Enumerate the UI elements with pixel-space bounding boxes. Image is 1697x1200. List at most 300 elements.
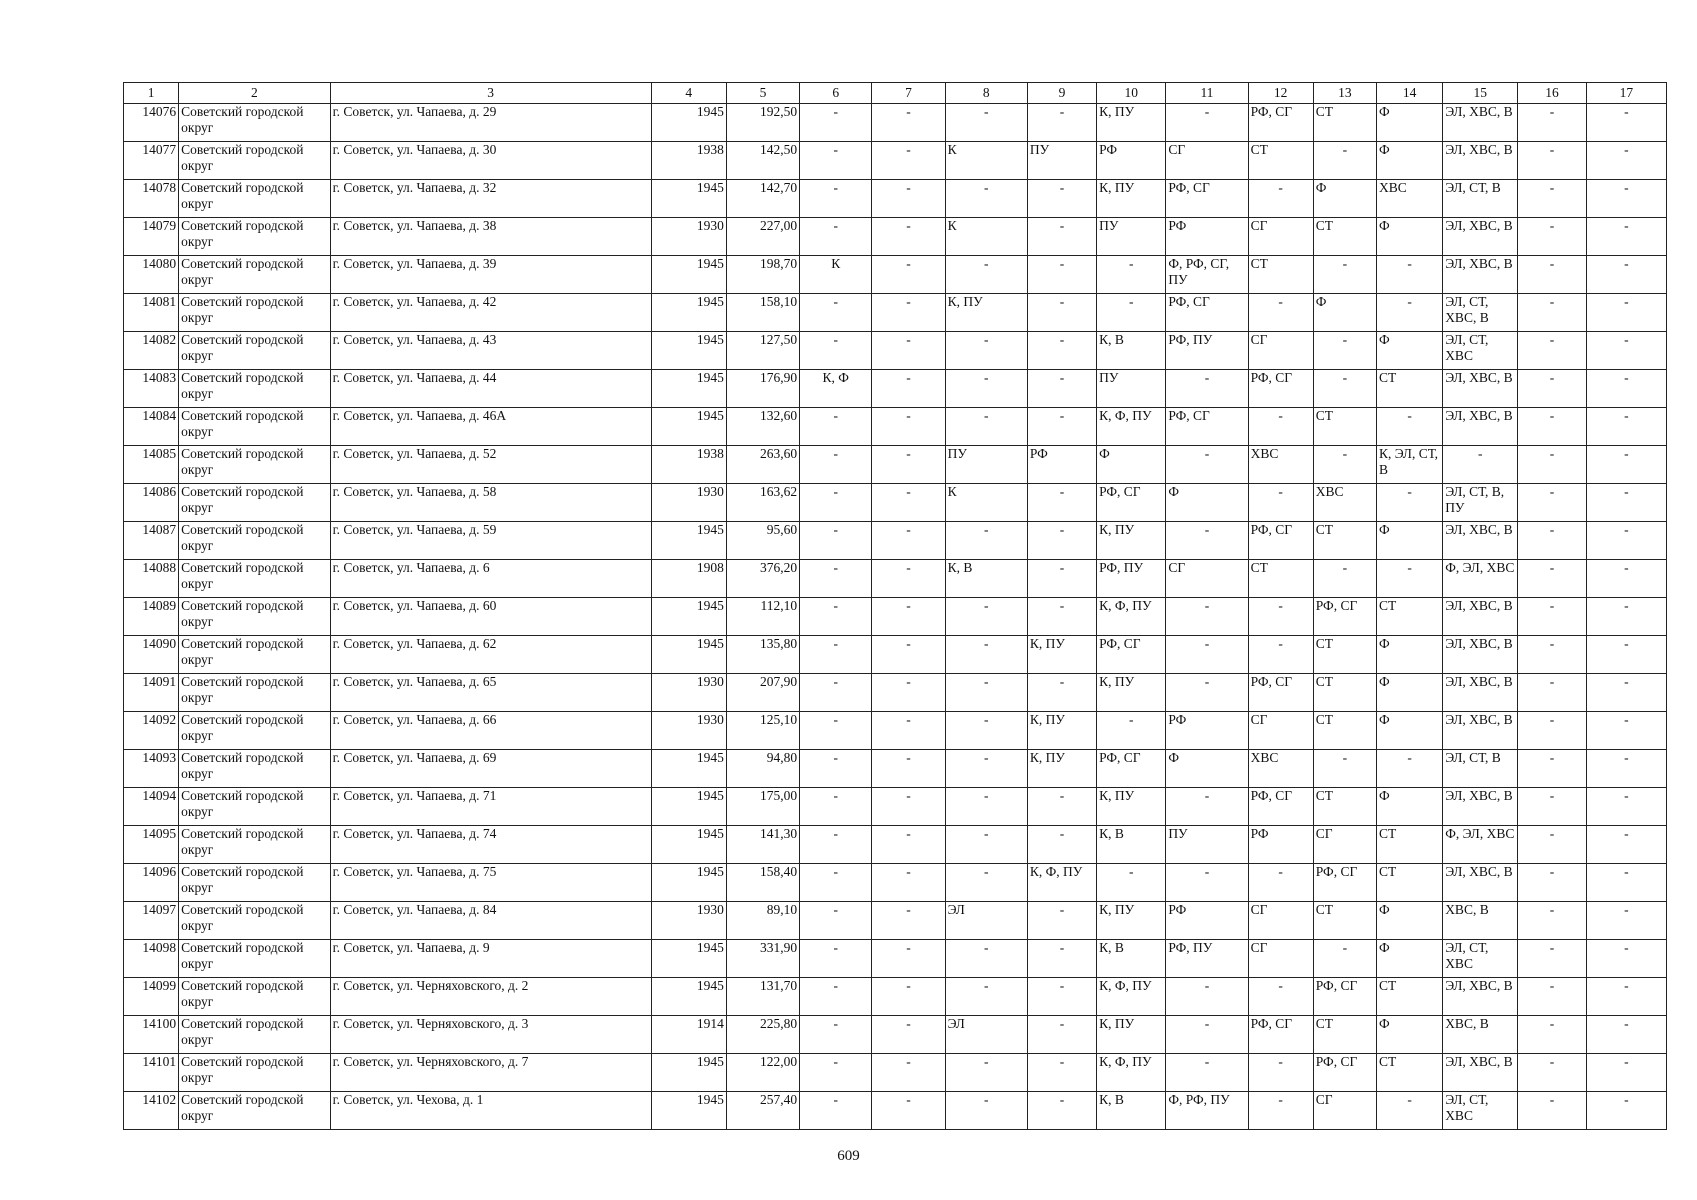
table-cell: ЭЛ, СТ, В — [1443, 750, 1518, 788]
table-cell: - — [1027, 598, 1096, 636]
table-cell: - — [1166, 978, 1248, 1016]
table-cell: - — [800, 940, 872, 978]
table-row — [124, 218, 1667, 256]
table-cell: 263,60 — [726, 446, 799, 484]
table-row — [124, 902, 1667, 940]
column-header: 8 — [945, 83, 1027, 104]
table-cell: - — [1518, 142, 1586, 180]
table-cell: 89,10 — [726, 902, 799, 940]
table-cell: - — [800, 636, 872, 674]
table-cell: - — [872, 484, 945, 522]
table-cell: РФ, ПУ — [1166, 332, 1248, 370]
table-row — [124, 712, 1667, 750]
table-cell: - — [872, 522, 945, 560]
table-cell: - — [945, 332, 1027, 370]
column-header: 10 — [1097, 83, 1166, 104]
table-cell: - — [1313, 332, 1376, 370]
table-cell: - — [872, 750, 945, 788]
table-cell: СТ — [1313, 788, 1376, 826]
table-cell: - — [1518, 332, 1586, 370]
table-cell: - — [872, 1092, 945, 1130]
table-cell: К, Ф — [800, 370, 872, 408]
table-cell: К — [800, 256, 872, 294]
table-cell: - — [1376, 560, 1442, 598]
table-cell: РФ, СГ — [1248, 522, 1313, 560]
table-cell: 14098 — [124, 940, 179, 978]
table-cell: РФ, СГ — [1248, 788, 1313, 826]
table-cell: - — [800, 826, 872, 864]
table-cell: - — [872, 218, 945, 256]
table-row — [124, 636, 1667, 674]
table-cell: Ф, ЭЛ, ХВС — [1443, 560, 1518, 598]
table-cell: РФ, СГ — [1313, 864, 1376, 902]
table-header — [124, 83, 1667, 104]
table-cell: - — [1586, 864, 1666, 902]
table-cell: - — [1248, 484, 1313, 522]
table-cell: 14097 — [124, 902, 179, 940]
table-cell: - — [1097, 256, 1166, 294]
table-cell: Советский городской округ — [179, 522, 330, 560]
table-row — [124, 256, 1667, 294]
table-cell: Советский городской округ — [179, 218, 330, 256]
table-cell: - — [1027, 674, 1096, 712]
table-cell: - — [1518, 636, 1586, 674]
table-cell: РФ, СГ — [1248, 370, 1313, 408]
table-cell: - — [872, 256, 945, 294]
table-cell: 1945 — [651, 180, 726, 218]
table-cell: г. Советск, ул. Чапаева, д. 66 — [330, 712, 651, 750]
table-cell: - — [1166, 674, 1248, 712]
table-cell: 14092 — [124, 712, 179, 750]
table-cell: - — [1027, 978, 1096, 1016]
table-cell: - — [1518, 1054, 1586, 1092]
table-row — [124, 104, 1667, 142]
table-cell: г. Советск, ул. Чапаева, д. 39 — [330, 256, 651, 294]
table-cell: 14096 — [124, 864, 179, 902]
table-cell: 14089 — [124, 598, 179, 636]
table-cell: 14095 — [124, 826, 179, 864]
table-cell: - — [1586, 522, 1666, 560]
table-cell: СГ — [1248, 902, 1313, 940]
table-cell: 1945 — [651, 826, 726, 864]
table-cell: Ф — [1313, 294, 1376, 332]
table-cell: - — [1166, 446, 1248, 484]
table-cell: Советский городской округ — [179, 446, 330, 484]
table-cell: Советский городской округ — [179, 788, 330, 826]
table-cell: - — [872, 902, 945, 940]
table-cell: - — [1518, 598, 1586, 636]
table-cell: - — [800, 1054, 872, 1092]
table-cell: - — [1586, 560, 1666, 598]
table-cell: 163,62 — [726, 484, 799, 522]
table-cell: Ф, РФ, ПУ — [1166, 1092, 1248, 1130]
table-cell: 1945 — [651, 104, 726, 142]
table-cell: СТ — [1313, 218, 1376, 256]
table-cell: г. Советск, ул. Чапаева, д. 43 — [330, 332, 651, 370]
table-row — [124, 408, 1667, 446]
table-cell: К, ПУ — [1027, 750, 1096, 788]
table-cell: - — [1166, 370, 1248, 408]
table-cell: 14090 — [124, 636, 179, 674]
table-cell: Советский городской округ — [179, 370, 330, 408]
table-cell: - — [1027, 370, 1096, 408]
table-cell: СТ — [1313, 674, 1376, 712]
table-cell: - — [800, 560, 872, 598]
table-cell: г. Советск, ул. Чапаева, д. 65 — [330, 674, 651, 712]
table-cell: - — [1027, 294, 1096, 332]
table-cell: - — [1586, 940, 1666, 978]
table-cell: г. Советск, ул. Чапаева, д. 69 — [330, 750, 651, 788]
table-cell: К, ПУ — [1027, 636, 1096, 674]
table-cell: 207,90 — [726, 674, 799, 712]
table-cell: ПУ — [1097, 370, 1166, 408]
table-cell: 1908 — [651, 560, 726, 598]
table-cell: ЭЛ, ХВС, В — [1443, 104, 1518, 142]
table-cell: 227,00 — [726, 218, 799, 256]
table-cell: - — [1313, 370, 1376, 408]
table-cell: - — [945, 940, 1027, 978]
table-cell: - — [872, 712, 945, 750]
table-cell: г. Советск, ул. Чапаева, д. 38 — [330, 218, 651, 256]
table-cell: 131,70 — [726, 978, 799, 1016]
table-cell: 1930 — [651, 712, 726, 750]
table-cell: СТ — [1313, 636, 1376, 674]
table-cell: - — [872, 294, 945, 332]
table-cell: - — [872, 636, 945, 674]
table-cell: К — [945, 218, 1027, 256]
table-cell: 14078 — [124, 180, 179, 218]
table-cell: - — [800, 446, 872, 484]
table-cell: 14076 — [124, 104, 179, 142]
table-cell: - — [1586, 712, 1666, 750]
table-cell: - — [945, 180, 1027, 218]
table-cell: СГ — [1248, 218, 1313, 256]
table-cell: СТ — [1376, 598, 1442, 636]
table-cell: - — [1166, 1016, 1248, 1054]
table-cell: ЭЛ, ХВС, В — [1443, 408, 1518, 446]
table-cell: г. Советск, ул. Чапаева, д. 75 — [330, 864, 651, 902]
table-cell: 376,20 — [726, 560, 799, 598]
table-cell: г. Советск, ул. Чапаева, д. 9 — [330, 940, 651, 978]
table-cell: СГ — [1166, 142, 1248, 180]
table-cell: 1945 — [651, 788, 726, 826]
table-row — [124, 940, 1667, 978]
table-cell: - — [872, 180, 945, 218]
table-cell: ПУ — [1027, 142, 1096, 180]
table-cell: К, ПУ — [1097, 522, 1166, 560]
table-cell: ЭЛ, ХВС, В — [1443, 788, 1518, 826]
column-header: 15 — [1443, 83, 1518, 104]
table-cell: - — [945, 1054, 1027, 1092]
table-cell: 1914 — [651, 1016, 726, 1054]
column-header: 7 — [872, 83, 945, 104]
table-cell: К, В — [1097, 332, 1166, 370]
table-cell: - — [1518, 978, 1586, 1016]
table-cell: К, ПУ — [945, 294, 1027, 332]
table-cell: - — [945, 370, 1027, 408]
table-cell: 14081 — [124, 294, 179, 332]
table-cell: Советский городской округ — [179, 902, 330, 940]
table-cell: г. Советск, ул. Черняховского, д. 2 — [330, 978, 651, 1016]
table-cell: 95,60 — [726, 522, 799, 560]
table-cell: 14082 — [124, 332, 179, 370]
table-cell: 158,40 — [726, 864, 799, 902]
table-cell: Ф — [1376, 1016, 1442, 1054]
table-cell: К, ПУ — [1027, 712, 1096, 750]
table-cell: ХВС, В — [1443, 1016, 1518, 1054]
table-cell: г. Советск, ул. Чапаева, д. 44 — [330, 370, 651, 408]
column-header: 11 — [1166, 83, 1248, 104]
table-cell: - — [1518, 788, 1586, 826]
table-cell: К, ПУ — [1097, 788, 1166, 826]
table-cell: г. Советск, ул. Чапаева, д. 30 — [330, 142, 651, 180]
table-row — [124, 560, 1667, 598]
table-cell: ЭЛ, СТ, ХВС — [1443, 332, 1518, 370]
table-cell: - — [1586, 1054, 1666, 1092]
table-cell: Советский городской округ — [179, 484, 330, 522]
table-cell: Советский городской округ — [179, 142, 330, 180]
table-cell: - — [872, 1016, 945, 1054]
table-cell: 14083 — [124, 370, 179, 408]
table-cell: 198,70 — [726, 256, 799, 294]
table-cell: СГ — [1248, 332, 1313, 370]
table-cell: 125,10 — [726, 712, 799, 750]
housing-register-table — [123, 82, 1667, 1130]
table-cell: Ф — [1376, 142, 1442, 180]
table-cell: СТ — [1313, 408, 1376, 446]
table-cell: 1938 — [651, 142, 726, 180]
table-cell: - — [800, 902, 872, 940]
table-cell: - — [872, 598, 945, 636]
table-cell: - — [800, 978, 872, 1016]
table-cell: ЭЛ, СТ, ХВС — [1443, 1092, 1518, 1130]
table-cell: - — [800, 142, 872, 180]
table-cell: 1945 — [651, 978, 726, 1016]
table-cell: - — [800, 712, 872, 750]
table-cell: - — [872, 978, 945, 1016]
table-cell: - — [1376, 484, 1442, 522]
table-cell: - — [1248, 598, 1313, 636]
table-cell: СТ — [1313, 522, 1376, 560]
table-cell: - — [872, 788, 945, 826]
table-cell: - — [1376, 1092, 1442, 1130]
table-cell: ПУ — [1166, 826, 1248, 864]
table-cell: РФ, СГ — [1166, 180, 1248, 218]
table-cell: Советский городской округ — [179, 560, 330, 598]
table-cell: К, В — [1097, 826, 1166, 864]
table-cell: РФ — [1248, 826, 1313, 864]
table-cell: - — [1518, 1016, 1586, 1054]
table-cell: - — [872, 332, 945, 370]
table-cell: Ф — [1376, 332, 1442, 370]
table-cell: Ф — [1376, 902, 1442, 940]
table-cell: - — [1027, 332, 1096, 370]
table-cell: 1945 — [651, 294, 726, 332]
table-cell: СТ — [1313, 902, 1376, 940]
table-cell: 14091 — [124, 674, 179, 712]
table-row — [124, 864, 1667, 902]
table-cell: - — [1518, 560, 1586, 598]
table-cell: К, В — [1097, 1092, 1166, 1130]
table-cell: - — [1166, 636, 1248, 674]
table-cell: - — [945, 712, 1027, 750]
table-cell: - — [1313, 750, 1376, 788]
table-cell: Советский городской округ — [179, 978, 330, 1016]
table-cell: - — [1313, 256, 1376, 294]
table-cell: РФ, СГ — [1313, 598, 1376, 636]
table-cell: - — [1586, 180, 1666, 218]
table-cell: - — [1313, 142, 1376, 180]
table-cell: - — [1027, 1054, 1096, 1092]
table-cell: - — [800, 598, 872, 636]
column-header: 5 — [726, 83, 799, 104]
table-cell: 14099 — [124, 978, 179, 1016]
table-cell: РФ, СГ — [1248, 674, 1313, 712]
table-cell: - — [800, 104, 872, 142]
table-row — [124, 142, 1667, 180]
table-row — [124, 1054, 1667, 1092]
table-cell: Советский городской округ — [179, 598, 330, 636]
table-cell: - — [1443, 446, 1518, 484]
table-cell: - — [800, 332, 872, 370]
table-cell: - — [1586, 332, 1666, 370]
table-cell: Советский городской округ — [179, 826, 330, 864]
column-header: 14 — [1376, 83, 1442, 104]
table-cell: - — [1586, 408, 1666, 446]
table-cell: 94,80 — [726, 750, 799, 788]
table-cell: СГ — [1248, 712, 1313, 750]
table-cell: РФ — [1166, 712, 1248, 750]
table-cell: Советский городской округ — [179, 294, 330, 332]
table-cell: ЭЛ, ХВС, В — [1443, 522, 1518, 560]
table-cell: - — [1518, 294, 1586, 332]
table-cell: ЭЛ, ХВС, В — [1443, 1054, 1518, 1092]
table-cell: - — [1518, 408, 1586, 446]
table-cell: К, ЭЛ, СТ, В — [1376, 446, 1442, 484]
table-cell: К, ПУ — [1097, 902, 1166, 940]
table-cell: - — [1027, 522, 1096, 560]
table-cell: Ф — [1376, 712, 1442, 750]
table-cell: 14101 — [124, 1054, 179, 1092]
table-cell: - — [800, 788, 872, 826]
table-cell: г. Советск, ул. Чапаева, д. 6 — [330, 560, 651, 598]
table-cell: г. Советск, ул. Чапаева, д. 59 — [330, 522, 651, 560]
table-cell: СТ — [1376, 826, 1442, 864]
table-cell: СГ — [1313, 1092, 1376, 1130]
table-cell: - — [945, 104, 1027, 142]
table-cell: 1930 — [651, 484, 726, 522]
table-cell: - — [1027, 1092, 1096, 1130]
table-cell: - — [1586, 902, 1666, 940]
table-cell: - — [1586, 826, 1666, 864]
table-row — [124, 598, 1667, 636]
table-cell: РФ, ПУ — [1097, 560, 1166, 598]
table-cell: - — [1376, 750, 1442, 788]
table-cell: - — [1248, 408, 1313, 446]
table-cell: СТ — [1248, 560, 1313, 598]
table-cell: - — [945, 826, 1027, 864]
table-cell: СГ — [1248, 940, 1313, 978]
table-cell: 176,90 — [726, 370, 799, 408]
table-cell: ЭЛ, ХВС, В — [1443, 256, 1518, 294]
table-cell: Советский городской округ — [179, 1054, 330, 1092]
table-cell: 132,60 — [726, 408, 799, 446]
table-cell: - — [945, 408, 1027, 446]
table-cell: РФ, СГ — [1097, 484, 1166, 522]
table-cell: 225,80 — [726, 1016, 799, 1054]
table-cell: - — [1166, 788, 1248, 826]
table-cell: - — [800, 180, 872, 218]
table-cell: Советский городской округ — [179, 712, 330, 750]
table-cell: Ф, РФ, СГ, ПУ — [1166, 256, 1248, 294]
table-cell: - — [945, 598, 1027, 636]
table-cell: - — [800, 218, 872, 256]
table-cell: г. Советск, ул. Чапаева, д. 60 — [330, 598, 651, 636]
table-cell: 331,90 — [726, 940, 799, 978]
table-cell: - — [1027, 826, 1096, 864]
table-cell: - — [1586, 1092, 1666, 1130]
column-header: 6 — [800, 83, 872, 104]
table-cell: ЭЛ — [945, 1016, 1027, 1054]
table-cell: СГ — [1313, 826, 1376, 864]
table-cell: 14088 — [124, 560, 179, 598]
table-cell: Ф — [1376, 788, 1442, 826]
table-cell: Советский городской округ — [179, 408, 330, 446]
column-number-row — [124, 83, 1667, 104]
table-cell: СТ — [1248, 256, 1313, 294]
column-header: 13 — [1313, 83, 1376, 104]
table-row — [124, 1016, 1667, 1054]
table-cell: Ф — [1313, 180, 1376, 218]
table-cell: К, Ф, ПУ — [1027, 864, 1096, 902]
table-cell: - — [1518, 1092, 1586, 1130]
table-cell: РФ, СГ — [1313, 1054, 1376, 1092]
table-cell: ЭЛ, ХВС, В — [1443, 978, 1518, 1016]
table-cell: - — [872, 560, 945, 598]
table-cell: - — [1027, 788, 1096, 826]
table-cell: 1945 — [651, 522, 726, 560]
table-cell: 14102 — [124, 1092, 179, 1130]
table-cell: ЭЛ, ХВС, В — [1443, 598, 1518, 636]
table-cell: - — [1518, 104, 1586, 142]
table-cell: 14094 — [124, 788, 179, 826]
table-cell: 14087 — [124, 522, 179, 560]
table-cell: 112,10 — [726, 598, 799, 636]
table-cell: РФ, СГ — [1097, 636, 1166, 674]
table-cell: Советский городской округ — [179, 180, 330, 218]
table-row — [124, 750, 1667, 788]
table-cell: Ф — [1376, 636, 1442, 674]
table-cell: РФ, СГ — [1166, 408, 1248, 446]
table-cell: - — [872, 826, 945, 864]
table-cell: Ф — [1376, 218, 1442, 256]
table-cell: - — [1027, 560, 1096, 598]
table-cell: - — [1518, 674, 1586, 712]
table-cell: г. Советск, ул. Черняховского, д. 3 — [330, 1016, 651, 1054]
table-cell: - — [945, 636, 1027, 674]
table-cell: - — [945, 750, 1027, 788]
table-cell: Ф — [1376, 940, 1442, 978]
table-cell: - — [800, 750, 872, 788]
table-cell: 14100 — [124, 1016, 179, 1054]
table-cell: К, ПУ — [1097, 1016, 1166, 1054]
column-header: 2 — [179, 83, 330, 104]
column-header: 17 — [1586, 83, 1666, 104]
table-cell: г. Советск, ул. Чапаева, д. 46А — [330, 408, 651, 446]
table-cell: 1930 — [651, 218, 726, 256]
table-cell: 1945 — [651, 940, 726, 978]
table-cell: - — [1586, 788, 1666, 826]
